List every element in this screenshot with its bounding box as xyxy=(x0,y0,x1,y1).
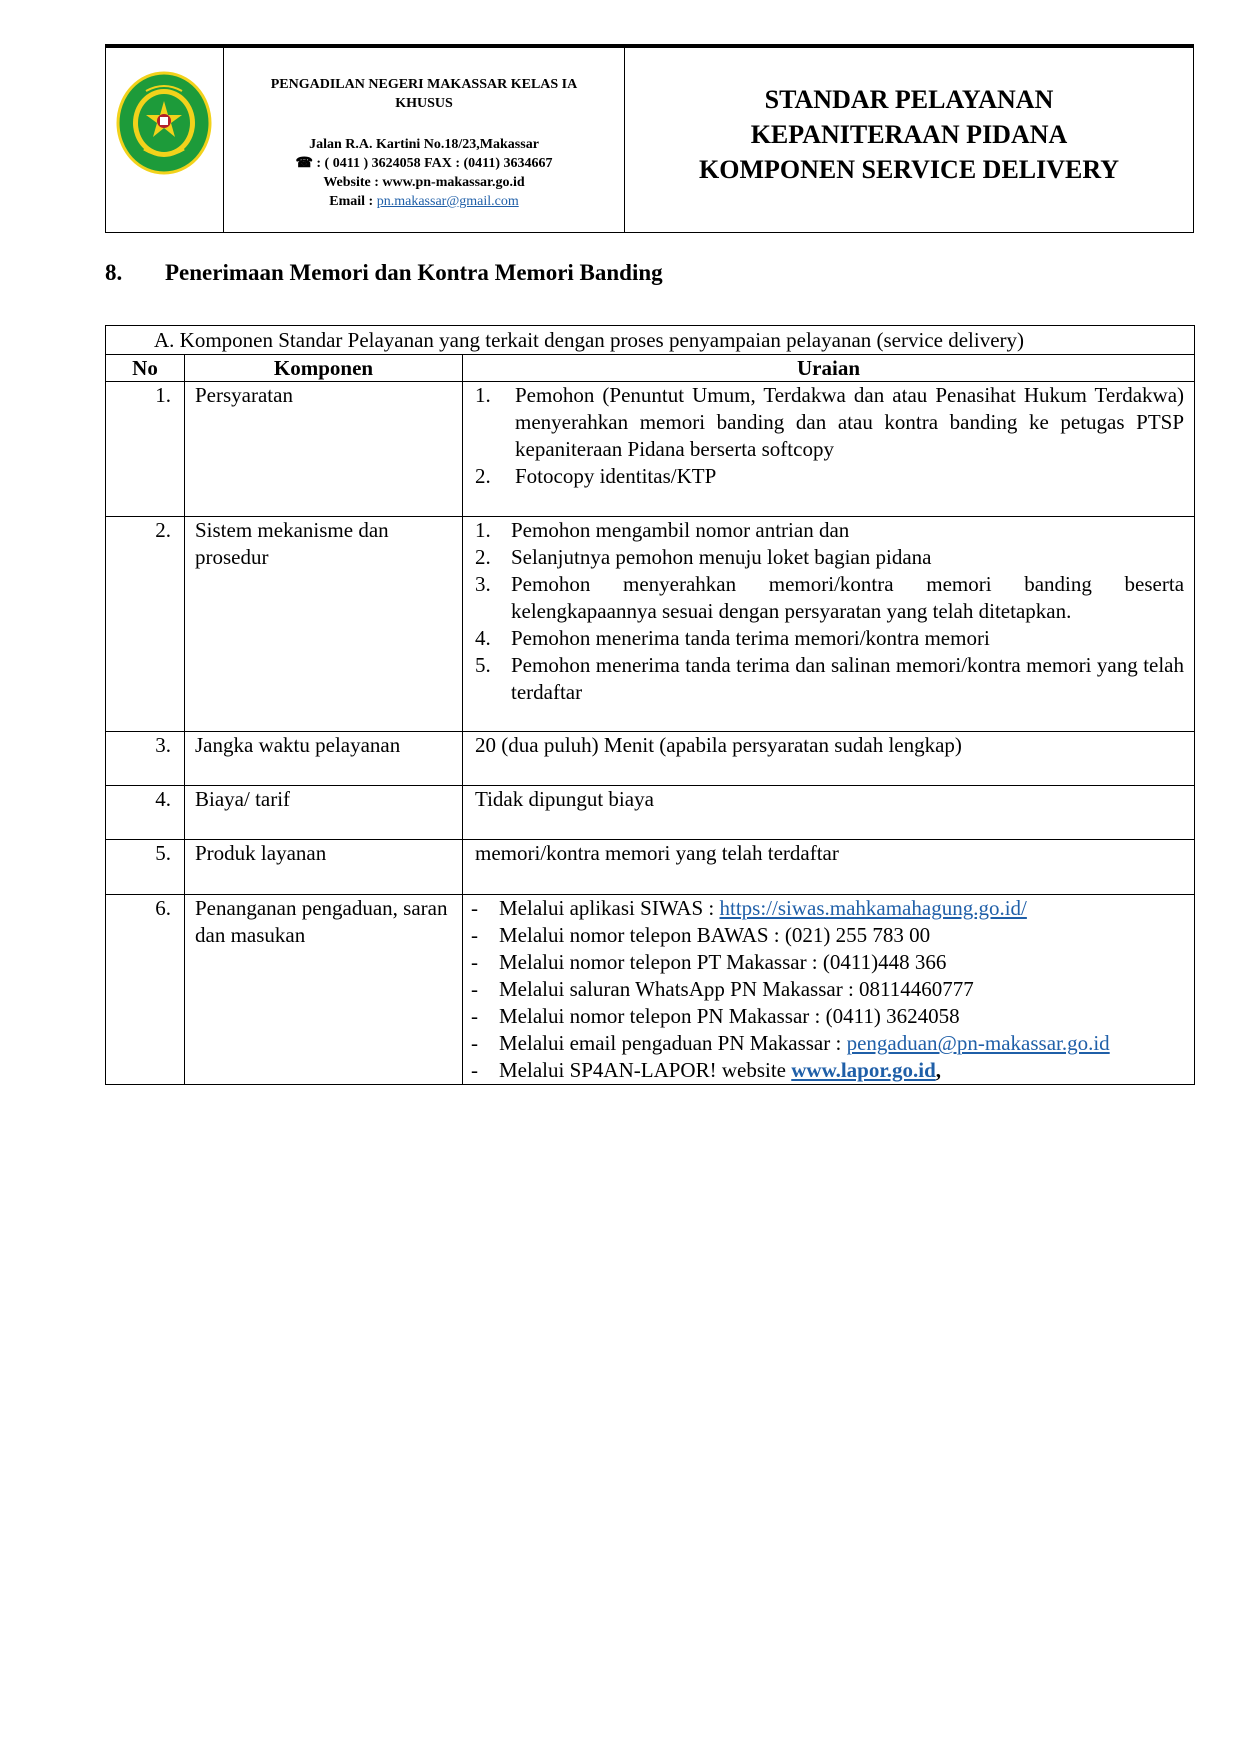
court-name-line2: KHUSUS xyxy=(395,96,453,111)
list-item xyxy=(471,976,1184,1003)
complaint-email-link[interactable]: pengaduan@pn-makassar.go.id xyxy=(846,1031,1110,1055)
row-komponen: Penanganan pengaduan, saran dan masukan xyxy=(185,895,463,1085)
list-item xyxy=(475,652,1184,706)
court-phone xyxy=(234,154,614,173)
list-item-text: Pemohon (Penuntut Umum, Terdakwa dan atau Penasihat Hukum Terdakwa) menyerahkan memori banding dan atau kontra banding ke petugas PTSP kepaniteraan Pidana berserta softcopy xyxy=(515,383,1185,461)
complaint-text: Melalui aplikasi SIWAS : xyxy=(499,896,720,920)
list-item-number: 1. xyxy=(475,383,491,407)
list-item xyxy=(471,895,1184,922)
title-line3: KOMPONEN SERVICE DELIVERY xyxy=(699,155,1119,184)
title-line1: STANDAR PELAYANAN xyxy=(764,85,1054,114)
list-item xyxy=(475,544,1184,571)
table-header-row xyxy=(106,355,1195,382)
list-item-number: 2. xyxy=(475,464,491,488)
list-item xyxy=(471,949,1184,976)
list-item-number: 3. xyxy=(475,572,491,596)
email-link[interactable]: pn.makassar@gmail.com xyxy=(376,194,519,209)
table-row xyxy=(106,895,1195,1085)
list-item-number: 5. xyxy=(475,653,491,677)
header-no: No xyxy=(106,355,185,382)
table-caption-row xyxy=(106,326,1195,355)
row-uraian: memori/kontra memori yang telah terdaftar xyxy=(463,840,1195,895)
row-uraian: Tidak dipungut biaya xyxy=(463,786,1195,840)
comma: , xyxy=(935,1058,942,1082)
list-item xyxy=(471,1057,1184,1084)
title-line2: KEPANITERAAN PIDANA xyxy=(750,120,1068,149)
row-komponen: Persyaratan xyxy=(185,382,463,517)
logo-cell xyxy=(106,48,224,232)
service-table xyxy=(105,325,1195,1085)
list-item xyxy=(475,625,1184,652)
list-item xyxy=(475,382,1184,463)
row-komponen: Biaya/ tarif xyxy=(185,786,463,840)
table-row xyxy=(106,840,1195,895)
row-number: 6. xyxy=(106,895,185,1085)
list-item xyxy=(471,922,1184,949)
list-item-text: Pemohon menerima tanda terima memori/kontra memori xyxy=(511,626,990,650)
list-item-text: Pemohon mengambil nomor antrian dan xyxy=(511,518,850,542)
table-row xyxy=(106,382,1195,517)
court-website: Website : www.pn-makassar.go.id xyxy=(323,175,525,190)
section-title: Penerimaan Memori dan Kontra Memori Banding xyxy=(165,260,663,285)
list-item xyxy=(471,1030,1184,1057)
list-item-number: 4. xyxy=(475,626,491,650)
table-row xyxy=(106,786,1195,840)
table-row xyxy=(106,517,1195,732)
table-caption: A. Komponen Standar Pelayanan yang terkait dengan proses penyampaian pelayanan (service delivery) xyxy=(106,326,1195,355)
section-number: 8. xyxy=(105,260,123,285)
list-item xyxy=(475,571,1184,625)
court-address: Jalan R.A. Kartini No.18/23,Makassar xyxy=(309,137,539,152)
list-item-number: 1. xyxy=(475,518,491,542)
list-item-text: Fotocopy identitas/KTP xyxy=(515,464,717,488)
row-number: 1. xyxy=(106,382,185,517)
table-row xyxy=(106,732,1195,786)
court-name-line1: PENGADILAN NEGERI MAKASSAR KELAS IA xyxy=(270,77,578,92)
row-komponen: Sistem mekanisme dan prosedur xyxy=(185,517,463,732)
complaint-text: Melalui nomor telepon PN Makassar : (0411) 3624058 xyxy=(499,1004,960,1028)
section-heading xyxy=(105,260,663,286)
list-item xyxy=(475,517,1184,544)
list-item-text: Pemohon menyerahkan memori/kontra memori banding beserta kelengkapaannya sesuai dengan persyaratan yang telah ditetapkan. xyxy=(511,572,1185,623)
court-seal-icon xyxy=(116,71,212,175)
court-name xyxy=(244,75,604,113)
header-komponen: Komponen xyxy=(185,355,463,382)
document-header xyxy=(105,44,1194,233)
list-item-text: Pemohon menerima tanda terima dan salinan memori/kontra memori yang telah terdaftar xyxy=(511,653,1185,704)
row-uraian xyxy=(463,517,1195,732)
row-number: 4. xyxy=(106,786,185,840)
header-uraian: Uraian xyxy=(463,355,1195,382)
title-cell xyxy=(625,48,1193,232)
row-uraian xyxy=(463,382,1195,517)
row-komponen: Jangka waktu pelayanan xyxy=(185,732,463,786)
lapor-link[interactable]: www.lapor.go.id xyxy=(791,1058,936,1082)
email-label: Email : xyxy=(329,194,377,209)
complaint-text: Melalui nomor telepon BAWAS : (021) 255 783 00 xyxy=(499,923,931,947)
court-email xyxy=(234,192,614,211)
complaint-text: Melalui SP4AN-LAPOR! website xyxy=(499,1058,792,1082)
list-item xyxy=(475,463,1184,490)
row-number: 2. xyxy=(106,517,185,732)
complaint-text: Melalui email pengaduan PN Makassar : xyxy=(499,1031,847,1055)
list-item-text: Selanjutnya pemohon menuju loket bagian pidana xyxy=(511,545,932,569)
row-uraian: 20 (dua puluh) Menit (apabila persyaratan sudah lengkap) xyxy=(463,732,1195,786)
complaint-text: Melalui nomor telepon PT Makassar : (0411)448 366 xyxy=(499,950,947,974)
complaint-text: Melalui saluran WhatsApp PN Makassar : 08114460777 xyxy=(499,977,974,1001)
phone-text: : ( 0411 ) 3624058 FAX : (0411) 3634667 xyxy=(316,156,553,171)
list-item-number: 2. xyxy=(475,545,491,569)
telephone-icon: ☎ xyxy=(295,156,313,171)
row-number: 5. xyxy=(106,840,185,895)
siwas-link[interactable]: https://siwas.mahkamahagung.go.id/ xyxy=(719,896,1027,920)
list-item xyxy=(471,1003,1184,1030)
address-cell xyxy=(224,48,625,232)
row-number: 3. xyxy=(106,732,185,786)
row-komponen: Produk layanan xyxy=(185,840,463,895)
row-uraian xyxy=(463,895,1195,1085)
